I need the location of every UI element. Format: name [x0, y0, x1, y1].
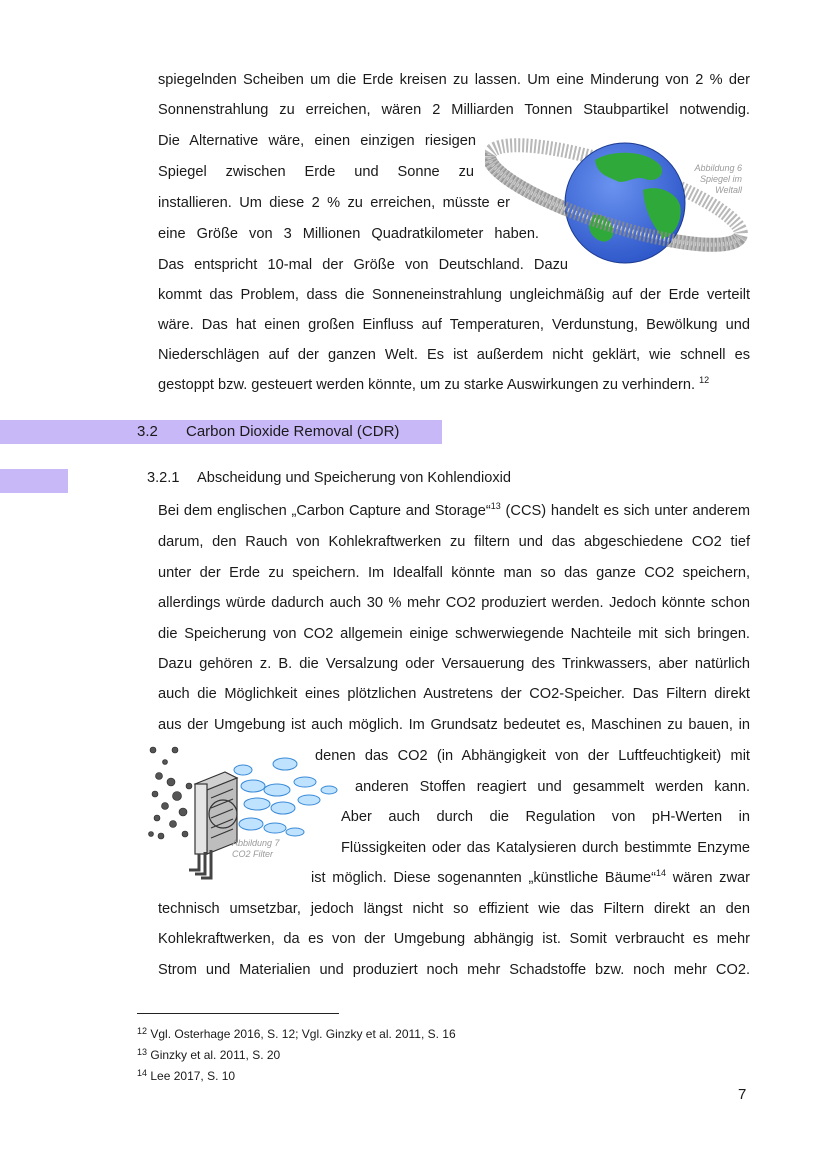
footnote: $^{14}$ Lee 2017, S. 10 [137, 1068, 236, 1083]
co2-filter-illustration [145, 742, 345, 882]
section-number: 3.2 [137, 423, 158, 440]
pollution-particles [149, 747, 193, 839]
subsection-number: 3.2.1 [147, 470, 180, 486]
footnote-ref[interactable]: 13 [490, 501, 501, 511]
footnote-ref[interactable]: 14 [656, 868, 667, 878]
body-line: die Speicherung von CO2 allgemein einige schwerwiegende Nachteile mit sich bringen. [158, 626, 750, 642]
body-line: Aber auch durch die Regulation von pH-Werten in [341, 809, 750, 825]
footnote-ref[interactable]: 12 [699, 375, 710, 385]
body-line: Das entspricht 10-mal der Größe von Deutschland. Dazu [158, 257, 568, 273]
footnote: $^{13}$ Ginzky et al. 2011, S. 20 [137, 1047, 281, 1062]
figure6-caption: Abbildung 6 Spiegel im Weltall [694, 163, 742, 195]
section-title: Carbon Dioxide Removal (CDR) [186, 423, 400, 440]
filter-box [195, 772, 237, 854]
body-line: unter der Erde zu speichern. Im Idealfall könnte man so das ganze CO2 speichern, [158, 565, 750, 581]
subsection-title: Abscheidung und Speicherung von Kohlendioxid [197, 470, 512, 486]
body-line: Niederschlägen auf der ganzen Welt. Es ist außerdem nicht geklärt, wie schnell es [158, 347, 750, 363]
body-line: ist möglich. Diese sogenannten „künstliche Bäume“$^{14}$ wären zwar [311, 868, 750, 886]
earth-mirror-illustration [485, 135, 755, 277]
body-line: darum, den Rauch von Kohlekraftwerken zu filtern und das abgeschiedene CO2 tief [158, 534, 750, 550]
body-line: Sonnenstrahlung zu erreichen, wären 2 Milliarden Tonnen Staubpartikel notwendig. [158, 102, 750, 118]
body-line: denen das CO2 (in Abhängigkeit von der Luftfeuchtigkeit) mit [315, 748, 750, 764]
page-number: 7 [738, 1086, 747, 1103]
body-line: spiegelnden Scheiben um die Erde kreisen zu lassen. Um eine Minderung von 2 % der [158, 72, 750, 88]
footnote: $^{12}$ Vgl. Osterhage 2016, S. 12; Vgl. Ginzky et al. 2011, S. 16 [137, 1026, 456, 1041]
figure7-caption: Abbildung 7 CO2 Filter [232, 838, 280, 859]
body-line: aus der Umgebung ist auch möglich. Im Grundsatz bedeutet es, Maschinen zu bauen, in [158, 717, 750, 733]
footnote-separator [137, 1013, 339, 1014]
body-line: kommt das Problem, dass die Sonneneinstrahlung ungleichmäßig auf der Erde verteilt [158, 287, 750, 303]
body-line: Bei dem englischen „Carbon Capture and Storage“$^{13}$ (CCS) handelt es sich unter anderem [158, 501, 750, 519]
body-line: technisch umsetzbar, jedoch längst nicht so effizient wie das Filtern direkt an den [158, 901, 750, 917]
body-line: allerdings würde dadurch auch 30 % mehr CO2 produziert werden. Jedoch könnte schon [158, 595, 750, 611]
body-line: Kohlekraftwerken, da es von der Umgebung abhängig ist. Somit verbraucht es mehr [158, 931, 750, 947]
body-line: eine Größe von 3 Millionen Quadratkilometer haben. [158, 226, 539, 242]
clean-air-clouds [234, 758, 337, 836]
body-line: Strom und Materialien und produziert noch mehr Schadstoffe bzw. noch mehr CO2. [158, 962, 750, 978]
subsection-margin-highlight [0, 469, 68, 493]
body-line: Dazu gehören z. B. die Versalzung oder Versauerung des Trinkwassers, aber natürlich [158, 656, 750, 672]
body-line: installieren. Um diese 2 % zu erreichen, müsste er [158, 195, 510, 211]
body-line: Die Alternative wäre, einen einzigen riesigen [158, 133, 476, 149]
body-line: wäre. Das hat einen großen Einfluss auf Temperaturen, Verdunstung, Bewölkung und [158, 317, 750, 333]
body-line: auch die Möglichkeit eines plötzlichen Austretens der CO2-Speicher. Das Filtern direkt [158, 686, 750, 702]
body-line: Spiegel zwischen Erde und Sonne zu [158, 164, 474, 180]
body-line: gestoppt bzw. gesteuert werden könnte, um zu starke Auswirkungen zu verhindern. $^{12}$ [158, 375, 710, 393]
body-line: anderen Stoffen reagiert und gesammelt werden kann. [355, 779, 750, 795]
body-line: Flüssigkeiten oder das Katalysieren durch bestimmte Enzyme [341, 840, 750, 856]
